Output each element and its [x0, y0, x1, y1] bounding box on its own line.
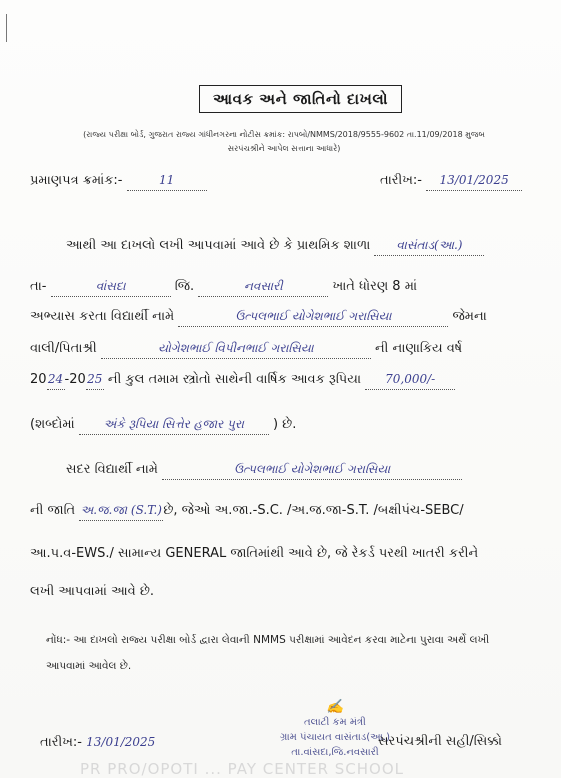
sarpanch-label: સરપંચશ્રીની સહી/સિક્કો [378, 734, 502, 749]
footer-date-value: 13/01/2025 [86, 735, 156, 749]
title-text: આવક અને જાતિનો દાખલો [213, 90, 388, 108]
income-words-row [30, 414, 296, 435]
caste-options-text: છે, જેઓ અ.જા.-S.C. /અ.જ.જા-S.T. /બક્ષીપંચ-SEBC/ [163, 503, 464, 518]
school-row [66, 235, 484, 256]
student-repeat-row [66, 459, 462, 480]
sarpanch-row [378, 732, 502, 752]
caste-label: ની જાતિ [30, 503, 76, 518]
date-label: તારીખ:- [380, 173, 422, 188]
district-label: જિ. [174, 279, 195, 294]
footer-date-label: તારીખ:- [40, 735, 82, 750]
bottom-bleed-text: PR PRO/OPOTI ... PAY CENTER SCHOOL [80, 760, 405, 778]
category-row [30, 544, 478, 564]
subtitle-line-2: સરપંચશ્રીને આપેલ સત્તાના આધારે) [227, 144, 341, 153]
parent-label: વાલી/પિતાશ્રી [30, 341, 97, 356]
date-row [380, 170, 522, 191]
certificate-title [199, 85, 402, 113]
student-repeat-value: ઉત્પલભાઈ યોગેશભાઈ ગરાસિયા [162, 459, 462, 480]
parent-name-value: યોગેશભાઈ વિપીનભાઈ ગરાસિયા [101, 338, 371, 359]
talati-stamp [280, 700, 390, 760]
note-line-2: આપવામાં આવેલ છે. [46, 660, 132, 672]
in-words-suffix: ) છે. [272, 417, 297, 432]
in-words-label: (શબ્દોમાં [30, 417, 75, 432]
student-label: અભ્યાસ કરતા વિદ્યાર્થી નામે [30, 309, 175, 324]
closing-text: લખી આપવામાં આવે છે. [30, 584, 155, 599]
taluka-value: વાંસદા [51, 276, 171, 297]
standard-text: ખાતે ધોરણ 8 માં [332, 279, 418, 294]
income-text: ની કુલ તમામ સ્ત્રોતો સાથેની વાર્ષિક આવક રૂપિયા [107, 372, 362, 387]
caste-value: અ.જ.જા (S.T.) [79, 500, 163, 521]
subtitle-line-1: (રાજ્ય પરીક્ષા બોર્ડ, ગુજરાત રાજ્ય ગાંધીનગરના નોટીસ ક્રમાંક: રાપબો/NMMS/2018/9555-9602 તા.11/09/2018 મુજબ [83, 130, 485, 139]
financial-year-text: ની નાણાકિય વર્ષ [374, 341, 463, 356]
signature-mark: ✍ [326, 699, 344, 715]
subtitle [60, 128, 508, 156]
caste-row [30, 500, 464, 521]
year-from-value: 24 [47, 369, 65, 390]
date-value: 13/01/2025 [426, 170, 522, 191]
student-repeat-label: સદર વિદ્યાર્થી નામે [66, 462, 158, 477]
taluka-label: તા- [30, 279, 47, 294]
note-block [46, 627, 516, 679]
student-row [30, 306, 487, 327]
stamp-line-1: તલાટી કમ મંત્રી [304, 717, 366, 728]
income-words-value: અંકે રૂપિયા સિત્તેર હજાર પુરા [79, 414, 269, 435]
student-name-value: ઉત્પલભાઈ યોગેશભાઈ ગરાસિયા [178, 306, 448, 327]
closing-row [30, 582, 154, 602]
footer-date-row [40, 732, 155, 753]
year-prefix: 20 [30, 372, 47, 387]
district-value: નવસારી [198, 276, 328, 297]
parent-row [30, 338, 462, 359]
certificate-number-label: પ્રમાણપત્ર ક્રમાંક:- [30, 173, 123, 188]
note-line-1: નોંધ:- આ દાખલો રાજ્ય પરીક્ષા બોર્ડ દ્વારા લેવાની NMMS પરીક્ષામાં આવેદન કરવા માટેના પુરાવા અર્થે લખી [46, 634, 490, 646]
margin-mark [6, 14, 7, 42]
taluka-row [30, 276, 417, 297]
whose-text: જેમના [452, 309, 487, 324]
year-mid: -20 [64, 372, 86, 387]
certificate-number-row [30, 170, 207, 191]
category-text: આ.પ.વ-EWS./ સામાન્ય GENERAL જાતિમાંથી આવે છે, જે રેકર્ડ પરથી ખાતરી કરીને [30, 546, 479, 561]
income-value: 70,000/- [365, 369, 455, 390]
certificate-number-value: 11 [127, 170, 207, 191]
school-value: વાસંતાડ(આ.) [374, 235, 484, 256]
year-to-value: 25 [86, 369, 104, 390]
income-row [30, 369, 455, 390]
stamp-line-3: તા.વાંસદા,જિ.નવસારી [291, 747, 379, 758]
stamp-line-2: ગ્રામ પંચાયત વાસંતાડ(આ.) [280, 732, 390, 743]
intro-text: આથી આ દાખલો લખી આપવામાં આવે છે કે પ્રાથમિક શાળા [66, 238, 371, 253]
